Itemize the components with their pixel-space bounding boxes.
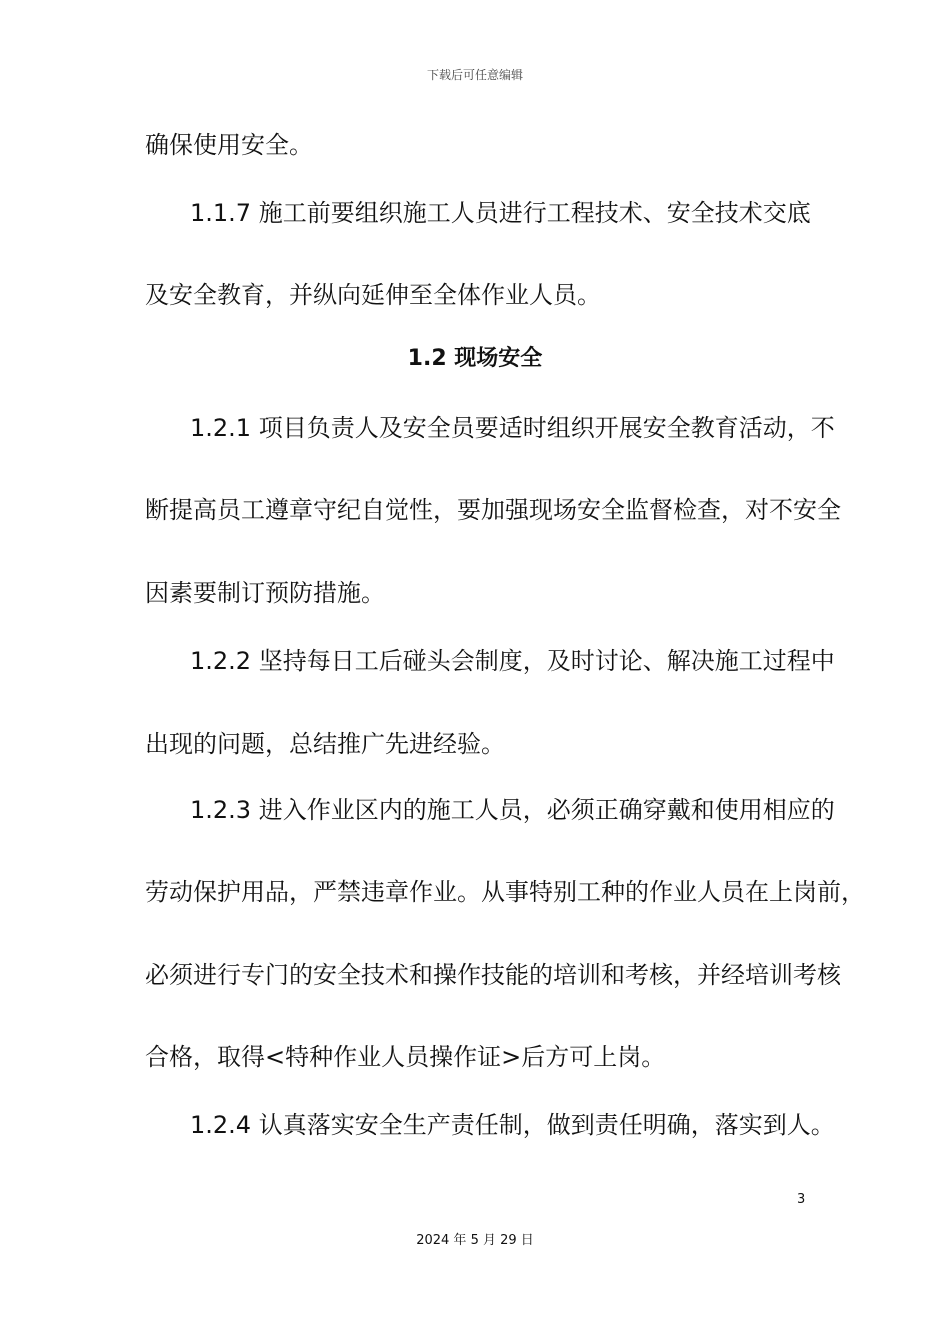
paragraph-1-2-2-line: 1.2.2 坚持每日工后碰头会制度，及时讨论、解决施工过程中 — [190, 647, 835, 675]
paragraph-1-2-2-line: 出现的问题，总结推广先进经验。 — [145, 730, 505, 758]
paragraph-1-1-7-line: 1.1.7 施工前要组织施工人员进行工程技术、安全技术交底 — [190, 199, 811, 227]
paragraph-1-2-3-line: 劳动保护用品，严禁违章作业。从事特别工种的作业人员在上岗前， — [145, 878, 865, 906]
paragraph-1-2-1-line: 因素要制订预防措施。 — [145, 579, 385, 607]
paragraph-1-2-4-line: 1.2.4 认真落实安全生产责任制，做到责任明确，落实到人。 — [190, 1111, 835, 1139]
paragraph-1-2-3-line: 1.2.3 进入作业区内的施工人员，必须正确穿戴和使用相应的 — [190, 796, 835, 824]
footer-date: 2024 年 5 月 29 日 — [416, 1233, 534, 1248]
paragraph-1-2-1-line: 断提高员工遵章守纪自觉性，要加强现场安全监督检查，对不安全 — [145, 496, 841, 524]
paragraph-1-2-3-line: 合格，取得<特种作业人员操作证>后方可上岗。 — [145, 1043, 666, 1071]
paragraph-1-2-3-line: 必须进行专门的安全技术和操作技能的培训和考核，并经培训考核 — [145, 961, 841, 989]
section-heading: 1.2 现场安全 — [407, 346, 543, 371]
paragraph-1-1-7-line: 及安全教育，并纵向延伸至全体作业人员。 — [145, 281, 601, 309]
paragraph-1-2-1-line: 1.2.1 项目负责人及安全员要适时组织开展安全教育活动，不 — [190, 414, 835, 442]
page-header-note: 下载后可任意编辑 — [426, 68, 523, 82]
body-text-line: 确保使用安全。 — [145, 131, 313, 159]
page-number: 3 — [797, 1192, 806, 1207]
